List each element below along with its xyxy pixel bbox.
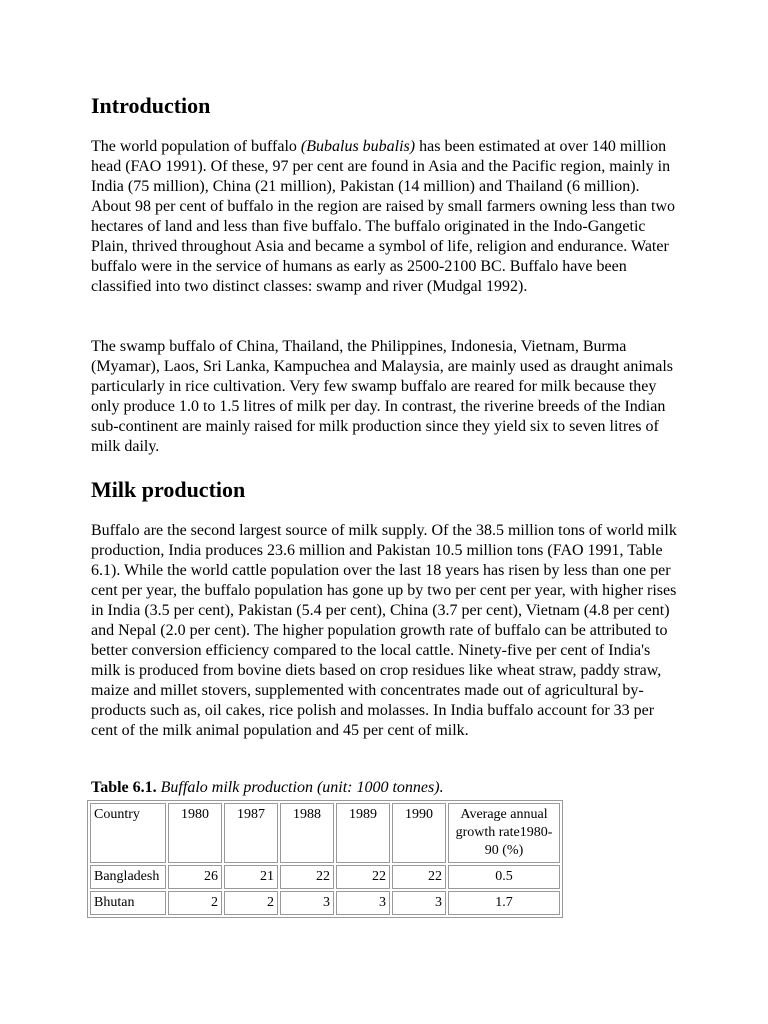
table-cell: 26 [168, 865, 222, 889]
header-cell: 1987 [224, 803, 278, 863]
table-row [90, 865, 560, 889]
paragraph-text: The world population of buffalo [91, 138, 301, 155]
header-cell: 1989 [336, 803, 390, 863]
paragraph-text: has been estimated at over 140 million head (FAO 1991). Of these, 97 per cent are found in Asia and the Pacific region, mainly in India (75 million), China (21 million), Pakistan (14 million) and Thailand (6 million). About 98 per cent of buffalo in the region are raised by small farmers owning less than two hectares of land and less than five buffalo. The buffalo originated in the Indo-Gangetic Plain, thrived throughout Asia and became a symbol of life, religion and endurance. Water buffalo were in the service of humans as early as 2500-2100 BC. Buffalo have been classified into two distinct classes: swamp and river (Mudgal 1992). [91, 138, 675, 295]
header-cell: Country [90, 803, 166, 863]
milk-production-heading: Milk production [91, 477, 246, 502]
table-caption-title: Buffalo milk production (unit: 1000 tonnes). [156, 779, 444, 796]
table-caption [91, 778, 444, 798]
table-cell: 21 [224, 865, 278, 889]
table-header-row [90, 803, 560, 863]
header-cell: Average annual growth rate1980-90 (%) [448, 803, 560, 863]
header-cell: 1990 [392, 803, 446, 863]
header-cell: 1980 [168, 803, 222, 863]
table-cell: 3 [280, 891, 334, 915]
buffalo-milk-table [87, 800, 563, 918]
table-caption-label: Table 6.1. [91, 779, 157, 796]
table-cell: 22 [336, 865, 390, 889]
table-cell: 2 [168, 891, 222, 915]
table-row [90, 891, 560, 915]
table-cell: 3 [336, 891, 390, 915]
table-cell: 1.7 [448, 891, 560, 915]
table-cell: 0.5 [448, 865, 560, 889]
introduction-paragraph-2: The swamp buffalo of China, Thailand, the Philippines, Indonesia, Vietnam, Burma (Myamar), Laos, Sri Lanka, Kampuchea and Malaysia, are mainly used as draught animals particularly in rice cultivation. Very few swamp buffalo are reared for milk because they only produce 1.0 to 1.5 litres of milk per day. In contrast, the riverine breeds of the Indian sub-continent are mainly raised for milk production since they yield six to seven litres of milk daily. [91, 338, 674, 455]
introduction-paragraph-1 [91, 137, 681, 297]
table-cell: 3 [392, 891, 446, 915]
header-cell: 1988 [280, 803, 334, 863]
table-cell: 2 [224, 891, 278, 915]
milk-production-paragraph: Buffalo are the second largest source of milk supply. Of the 38.5 million tons of world milk production, India produces 23.6 million and Pakistan 10.5 million tons (FAO 1991, Table 6.1). While the world cattle population over the last 18 years has risen by less than one per cent per year, the buffalo population has gone up by two per cent per year, with higher rises in India (3.5 per cent), Pakistan (5.4 per cent), China (3.7 per cent), Vietnam (4.8 per cent) and Nepal (2.0 per cent). The higher population growth rate of buffalo can be attributed to better conversion efficiency compared to the local cattle. Ninety-five per cent of India's milk is produced from bovine diets based on crop residues like wheat straw, paddy straw, maize and millet stovers, supplemented with concentrates made out of agricultural by-products such as, oil cakes, rice polish and molasses. In India buffalo account for 33 per cent of the milk animal population and 45 per cent of milk. [91, 522, 677, 739]
species-name: (Bubalus bubalis) [300, 138, 416, 155]
table-cell: 22 [280, 865, 334, 889]
table-cell: Bhutan [90, 891, 166, 915]
table-cell: Bangladesh [90, 865, 166, 889]
table-cell: 22 [392, 865, 446, 889]
introduction-heading: Introduction [91, 93, 211, 118]
